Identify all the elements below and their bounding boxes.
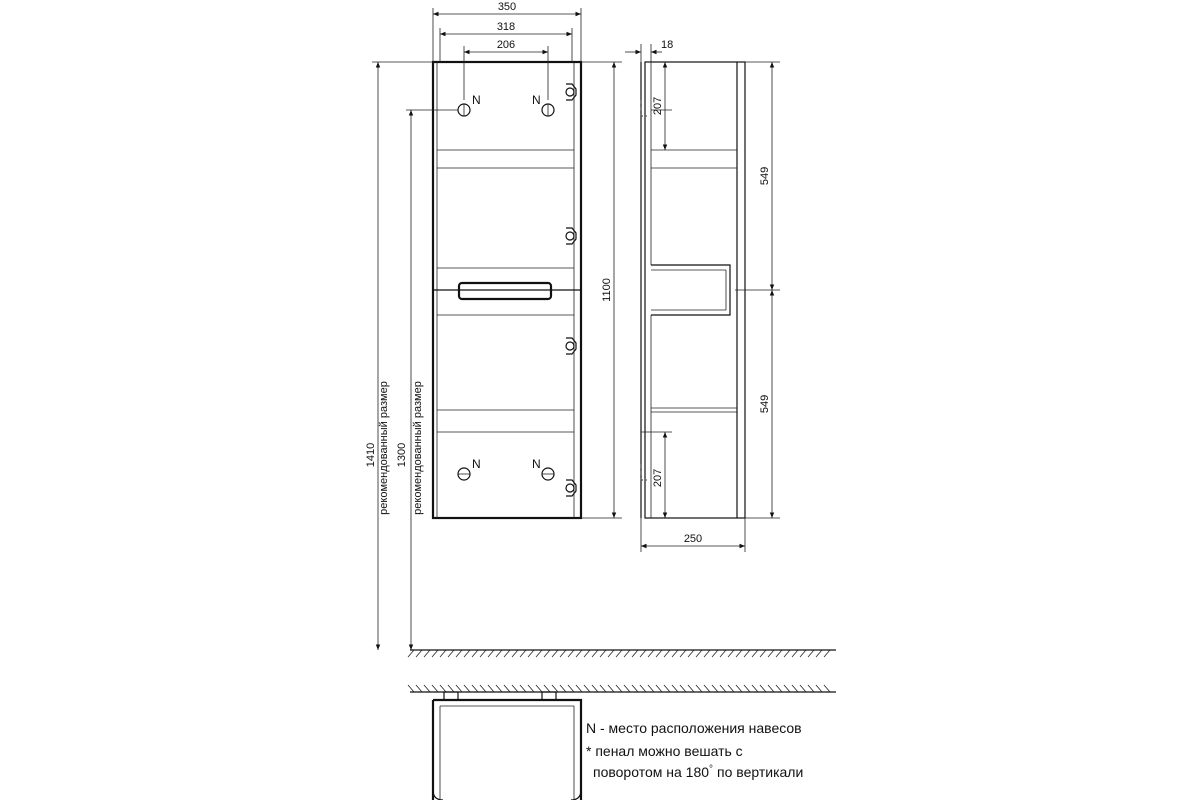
hatch-mark (784, 685, 790, 692)
hatch-mark (704, 650, 710, 657)
side-middle-divider (651, 265, 730, 315)
top-view-bracket (444, 692, 458, 700)
hatch-mark (584, 685, 590, 692)
hatch-mark (816, 650, 822, 657)
hatch-mark (808, 685, 814, 692)
hatch-mark (608, 650, 614, 657)
hatch-mark (416, 650, 422, 657)
hanger-mark: N (532, 457, 541, 471)
front-view (365, 1, 622, 650)
hatch-mark (696, 650, 702, 657)
hatch-mark (648, 685, 654, 692)
dim-hanger-spacing: 206 (496, 39, 516, 51)
hatch-mark (752, 685, 758, 692)
hatch-mark (768, 685, 774, 692)
hatch-mark (568, 685, 574, 692)
hatch-mark (640, 685, 646, 692)
hatch-mark (792, 685, 798, 692)
hatch-mark (464, 650, 470, 657)
dim-hanger-offset-top: 207 (652, 96, 664, 116)
hatch-mark (680, 685, 686, 692)
hatch-mark (728, 685, 734, 692)
recommended-label-2: рекомендованный размер (412, 381, 424, 515)
door-hinge (566, 338, 576, 354)
hatch-mark (432, 685, 438, 692)
hatch-mark (592, 650, 598, 657)
hatch-mark (440, 650, 446, 657)
hatch-mark (512, 650, 518, 657)
hatch-mark (600, 650, 606, 657)
hatch-mark (744, 685, 750, 692)
hatch-mark (488, 685, 494, 692)
hatch-mark (496, 685, 502, 692)
hatch-mark (544, 685, 550, 692)
hatch-mark (800, 685, 806, 692)
hatch-mark (616, 685, 622, 692)
hatch-mark (464, 685, 470, 692)
hatch-mark (480, 650, 486, 657)
hatch-mark (544, 650, 550, 657)
hatch-mark (776, 685, 782, 692)
dim-total-height: 1410 (365, 442, 377, 468)
hatch-mark (824, 650, 830, 657)
hatch-mark (472, 650, 478, 657)
dim-panel-thickness: 18 (661, 39, 674, 51)
hatch-mark (480, 685, 486, 692)
hatch-mark (408, 685, 414, 692)
hatch-mark (704, 685, 710, 692)
hanger-hole (542, 104, 554, 116)
hatch-mark (664, 685, 670, 692)
hatch-mark (656, 650, 662, 657)
dim-upper-section: 549 (759, 166, 771, 186)
hatch-mark (432, 650, 438, 657)
top-view-outline (433, 700, 581, 800)
legend (586, 720, 803, 780)
hatch-mark (536, 650, 542, 657)
hatch-mark (712, 650, 718, 657)
hatch-mark (768, 650, 774, 657)
hanger-mark: N (472, 457, 481, 471)
dim-lower-section: 549 (759, 394, 771, 414)
dim-mount-height: 1300 (396, 442, 408, 468)
hatch-mark (736, 650, 742, 657)
hatch-mark (776, 650, 782, 657)
hatch-mark (520, 685, 526, 692)
hatch-mark (496, 650, 502, 657)
floor-line (408, 650, 836, 657)
dim-inner-width: 318 (496, 21, 516, 33)
hatch-mark (792, 650, 798, 657)
hatch-mark (472, 685, 478, 692)
hatch-mark (576, 650, 582, 657)
hatch-mark (424, 650, 430, 657)
hanger-hole (542, 468, 554, 480)
hatch-mark (448, 650, 454, 657)
hatch-mark (760, 685, 766, 692)
side-hanger-bracket (641, 100, 647, 116)
dim-cabinet-height: 1100 (601, 278, 613, 302)
hatch-mark (528, 685, 534, 692)
hatch-mark (408, 650, 414, 657)
side-view (625, 39, 780, 552)
hatch-mark (456, 650, 462, 657)
hatch-mark (624, 650, 630, 657)
hatch-mark (664, 650, 670, 657)
hatch-mark (672, 650, 678, 657)
hatch-mark (728, 650, 734, 657)
hatch-mark (624, 685, 630, 692)
door-hinge (566, 228, 576, 244)
hatch-mark (504, 685, 510, 692)
hatch-mark (552, 650, 558, 657)
door-hinge (566, 480, 576, 496)
hatch-mark (816, 685, 822, 692)
door-handle (459, 283, 551, 299)
hatch-mark (576, 685, 582, 692)
hanger-mark: N (472, 93, 481, 107)
hatch-mark (600, 685, 606, 692)
hatch-mark (784, 650, 790, 657)
hatch-mark (752, 650, 758, 657)
hatch-mark (720, 650, 726, 657)
hatch-mark (688, 650, 694, 657)
dim-overall-width: 350 (497, 1, 517, 13)
hatch-mark (640, 650, 646, 657)
hatch-mark (760, 650, 766, 657)
hanger-hole (458, 104, 470, 116)
hatch-mark (712, 685, 718, 692)
hatch-mark (824, 685, 830, 692)
hatch-mark (608, 685, 614, 692)
hatch-mark (560, 650, 566, 657)
hatch-mark (744, 650, 750, 657)
hatch-mark (616, 650, 622, 657)
hatch-mark (520, 650, 526, 657)
hatch-mark (680, 650, 686, 657)
hatch-mark (552, 685, 558, 692)
dim-depth: 250 (683, 533, 703, 545)
legend-rotation-note-2: поворотом на 180° по вертикали (593, 764, 804, 780)
hatch-mark (688, 685, 694, 692)
hatch-mark (800, 650, 806, 657)
recommended-label-1: рекомендованный размер (378, 381, 390, 515)
hanger-mark: N (532, 93, 541, 107)
top-view-bracket (542, 692, 556, 700)
hatch-mark (560, 685, 566, 692)
hatch-mark (592, 685, 598, 692)
hatch-mark (424, 685, 430, 692)
hatch-mark (456, 685, 462, 692)
hatch-mark (720, 685, 726, 692)
hatch-mark (568, 650, 574, 657)
legend-hanger-note: N - место расположения навесов (586, 720, 802, 736)
hatch-mark (632, 650, 638, 657)
hatch-mark (488, 650, 494, 657)
hatch-mark (808, 650, 814, 657)
dim-hanger-offset-bottom: 207 (652, 468, 664, 488)
hatch-mark (656, 685, 662, 692)
side-hanger-bracket (641, 464, 647, 480)
hatch-mark (632, 685, 638, 692)
hatch-mark (696, 685, 702, 692)
hatch-mark (512, 685, 518, 692)
hatch-mark (440, 685, 446, 692)
hatch-mark (448, 685, 454, 692)
hatch-mark (672, 685, 678, 692)
hatch-mark (504, 650, 510, 657)
hatch-mark (416, 685, 422, 692)
hatch-mark (528, 650, 534, 657)
hanger-hole (458, 468, 470, 480)
hatch-mark (648, 650, 654, 657)
hatch-mark (584, 650, 590, 657)
hatch-mark (536, 685, 542, 692)
door-hinge (566, 84, 576, 100)
legend-rotation-note-1: * пенал можно вешать с (586, 743, 743, 759)
hatch-mark (736, 685, 742, 692)
